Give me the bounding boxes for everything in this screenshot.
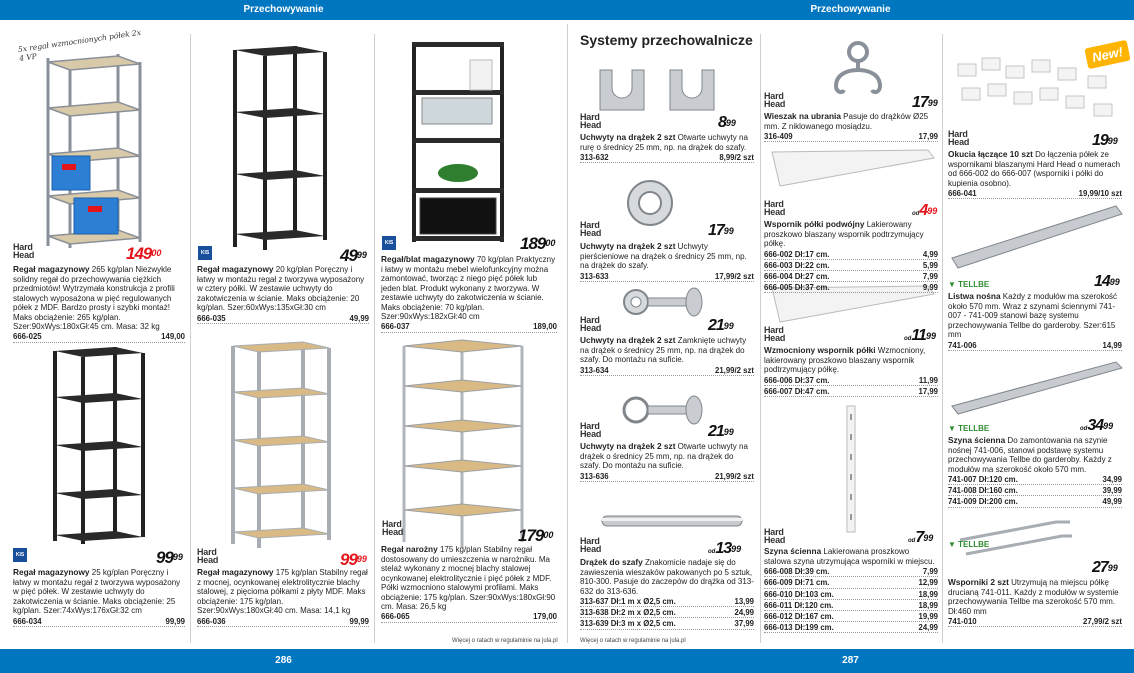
price-r4: $21^{99}$ [708, 423, 734, 440]
brand-hardhead: Hard Head [764, 325, 786, 343]
section-title: Systemy przechowalnicze [580, 32, 753, 48]
connector-fittings-image [948, 54, 1126, 126]
price-r2: $17^{99}$ [708, 222, 734, 239]
brand-hardhead: Hard Head [580, 536, 602, 554]
product-t3: Szyna ścienna Do zamontowania na szynie nośnej 741-006, stanowi podstawę systemu przechowywania Tellbe do garderoby. Każdy z modułów ma szerokość około 570 mm. 741-007 Dł:120 cm. 34,99 741-008 Dł:160 cm. 39,99 741-009 Dł:200 cm. 49,99 [948, 435, 1122, 507]
ceiling-rod-holder-image [620, 284, 710, 320]
product-p4: Regał magazynowy 25 kg/plan Poręczny i łatwy w montażu regał z tworzywa wyposażony w pięć półek. W zestawie uchwyty do zakotwiczenia w ścianie. Maks obciążenie: 25 kg/plan. Szer:74xWys:176xGł:32 cm 666-034 99,99 [13, 567, 185, 626]
product-r2: Uchwyty na drążek 2 szt Uchwyty pierścieniowe na drążek o średnicy 25 mm, np. na drążek do szafy. 313-633 17,99/2 szt [580, 241, 754, 281]
header-left: Przechowywanie [0, 0, 567, 20]
brand-hardhead: Hard Head [764, 91, 786, 109]
product-r5: Drążek do szafy Znakomicie nadaje się do zawieszenia wieszaków pakowanych po 5 sztuk, 810-300. Pasuje do zaczepów do drążka od 313-632 do 313-636. 313-637 Dł:1 m x Ø2,5 cm. 13,99 313-638 Dł:2 m x Ø2,5 cm. 24,99 313-639 Dł:3 m x Ø2,5 cm. 37,99 [580, 557, 754, 629]
brand-hardhead: Hard Head [948, 129, 970, 147]
brand-hardhead: Hard Head [580, 421, 602, 439]
product-p6: Regał narożny 175 kg/plan Stabilny regał dostosowany do umieszczenia w narożniku. Ma stelaż wykonany z mocnej blachy stalowej ocynkowanej elektrolitycznie i pięć półek z MDF. Półki wzmocniono stalowymi profilami. Maks obciążenie: 175 kg/plan. Szer:90xWys:180xGł:90 cm. Masa: 26,5 kg 666-065 179,00 [381, 544, 557, 622]
brand-hardhead: Hard Head [197, 547, 219, 565]
price-r1: $8^{99}$ [718, 114, 736, 131]
brand-kis-logo: KIS [198, 246, 212, 260]
installment-note: Więcej o ratach w regulaminie na jula.pl [452, 638, 558, 644]
product-s4: Szyna ścienna Lakierowana proszkowo stalowa szyna utrzymująca wsporniki w miejscu. 666-008 Dł:39 cm. 7,99 666-009 Dł:71 cm. 12,99 666-010 Dł:103 cm. 18,99 666-011 Dł:120 cm. 18,99 666-012 Dł:167 cm. 19,99 666-013 Dł:199 cm. 24,99 [764, 546, 938, 633]
price-p6: $179^{00}$ [518, 526, 554, 545]
price-s2: $od4^{99}$ [912, 202, 938, 219]
brand-hardhead: Hard Head [580, 315, 602, 333]
product-r3: Uchwyty na drążek 2 szt Zamknięte uchwyty na drążek o średnicy 25 mm, np. na drążek do szafy. Do montażu na suficie. 313-634 21,99/2 szt [580, 335, 754, 375]
price-s3: $od11^{99}$ [904, 327, 936, 344]
product-t4: Wsporniki 2 szt Utrzymują na miejscu półkę drucianą 741-011. Każdy z modułów w systemie przechowywania Tellbe ma szerokość 570 mm. Dł:460 mm 741-010 27,99/2 szt [948, 577, 1122, 627]
ceiling-open-holder-image [620, 392, 710, 432]
product-p2: Regał magazynowy 20 kg/plan Poręczny i łatwy w montażu regał z tworzywa wyposażony w cztery półki. W zestawie uchwyty do zakotwiczenia w ścianie. Maks obciążenie: 20 kg/plan. Szer:60xWys:135xGł:30 cm 666-035 49,99 [197, 264, 369, 323]
product-s2: Wspornik półki podwójny Lakierowany proszkowo blaszany wspornik podtrzymujący półkę. 666-002 Dł:17 cm. 4,99 666-003 Dł:22 cm. 5,99 666-004 Dł:27 cm. 7,99 666-005 Dł:37 cm. 9,99 [764, 219, 938, 293]
black-plastic-shelf-5-image [45, 345, 155, 545]
brand-tellbe: ▼ TELLBE [948, 540, 990, 549]
tellbe-brackets-image [956, 518, 1074, 558]
ring-rod-holder-image [625, 178, 675, 228]
price-s1: $17^{99}$ [912, 94, 938, 111]
price-t3: $od34^{99}$ [1080, 417, 1114, 434]
brand-kis-logo: KIS [382, 236, 396, 250]
price-p3: $189^{00}$ [520, 234, 556, 253]
page-number-left: 286 [0, 649, 567, 673]
brand-hardhead: Hard Head [764, 199, 786, 217]
shelf-with-items-image [408, 38, 508, 248]
installment-note: Więcej o ratach w regulaminie na jula.pl [580, 638, 686, 644]
brand-tellbe: ▼ TELLBE [948, 424, 990, 433]
price-r3: $21^{99}$ [708, 317, 734, 334]
column-divider [190, 34, 191, 643]
price-p1: $149^{00}$ [126, 244, 162, 263]
brand-tellbe: ▼ TELLBE [948, 280, 990, 289]
brand-hardhead: Hard Head [580, 112, 602, 130]
corner-shelf-image [398, 338, 528, 550]
tellbe-wall-rail-image [948, 356, 1126, 416]
price-p4: $99^{99}$ [156, 548, 183, 567]
column-divider [760, 34, 761, 643]
double-bracket-image [768, 146, 938, 190]
product-s1: Wieszak na ubrania Pasuje do drążków Ø25 mm. Z niklowanego mosiądzu. 316-409 17,99 [764, 111, 938, 142]
price-p5: $99^{99}$ [340, 550, 367, 569]
price-t4: $27^{99}$ [1092, 559, 1118, 576]
product-t2: Listwa nośna Każdy z modułów ma szerokość około 570 mm. Wraz z szynami ściennymi 741-007 - 741-009 stanowi bazę systemu przechowywania Tellbe do garderoby. Szer:615 mm 741-006 14,99 [948, 291, 1122, 350]
open-rod-holder-image [595, 62, 725, 112]
wardrobe-rod-image [598, 508, 748, 534]
brand-hardhead: Hard Head [382, 519, 404, 537]
new-badge: New! [1084, 40, 1130, 69]
column-divider [374, 34, 375, 643]
product-p3: Regał/blat magazynowy 70 kg/plan Praktyczny i łatwy w montażu mebel wielofunkcyjny można zamontować, tworząc z niego pięć półek lub jeden blat. Produkt wykonany z tworzywa. W zestawie uchwyty do zakotwiczenia w ścianie. Maks obciążenie: 70 kg/plan. Szer:90xWys:182xGł:40 cm 666-037 189,00 [381, 254, 557, 332]
price-t2: $14^{99}$ [1094, 273, 1120, 290]
price-s4: $od7^{99}$ [908, 529, 934, 546]
coat-hook-image [818, 38, 898, 98]
product-p1: Regał magazynowy 265 kg/plan Niezwykle solidny regał do przechowywania ciężkich przedmiotów! Wytrzymała konstrukcja z profili stalowych wyposażona w pięć regulowanych półek z MDF. Bardzo prosty i szybki montaż! Maks obciążenie: 265 kg/plan. Szer:90xWys:180xGł:45 cm. Masa: 32 kg 666-025 149,00 [13, 264, 185, 342]
carrier-rail-image [948, 200, 1126, 272]
metal-shelf-image [40, 50, 150, 250]
column-divider [567, 24, 568, 643]
product-p5: Regał magazynowy 175 kg/plan Stabilny regał z mocnej, ocynkowanej elektrolitycznie blachy stalowej, z pięcioma półkami z płyty MDF. Maks obciążenie: 175 kg/plan. Szer:90xWys:180xGł:40 cm. Masa: 14,1 kg 666-036 99,99 [197, 567, 369, 626]
brand-kis-logo: KIS [13, 548, 27, 562]
product-r1: Uchwyty na drążek 2 szt Otwarte uchwyty na rurę o średnicy 25 mm, np. na drążek do szafy. 313-632 8,99/2 szt [580, 132, 754, 163]
handwritten-note: 5x regał wzmocnionych półek 2x 4 VP [17, 27, 142, 63]
product-t1: Okucia łączące 10 szt Do łączenia półek ze wspornikami blaszanymi Hard Head o numerach od 666-002 do 666-007 (wsporniki i półki do kupienia osobno). 666-041 19,99/10 szt [948, 149, 1122, 199]
column-divider [942, 34, 943, 643]
wall-rail-image [844, 404, 858, 534]
price-t1: $19^{99}$ [1092, 132, 1118, 149]
galvanized-shelf-image [225, 340, 337, 550]
product-s3: Wzmocniony wspornik półki Wzmocniony, lakierowany proszkowo blaszany wspornik podtrzymujący półkę. 666-006 Dł:37 cm. 11,99 666-007 Dł:47 cm. 17,99 [764, 345, 938, 396]
product-r4: Uchwyty na drążek 2 szt Otwarte uchwyty na drążek o średnicy 25 mm, np. na drążek do szafy. Do montażu na suficie. 313-636 21,99/2 szt [580, 441, 754, 481]
black-plastic-shelf-image [225, 42, 335, 252]
price-r5: $od13^{99}$ [708, 540, 742, 557]
page-number-right: 287 [567, 649, 1134, 673]
brand-hardhead: Hard Head [13, 242, 35, 260]
brand-hardhead: Hard Head [764, 527, 786, 545]
header-right: Przechowywanie [567, 0, 1134, 20]
price-p2: $49^{99}$ [340, 246, 367, 265]
brand-hardhead: Hard Head [580, 220, 602, 238]
